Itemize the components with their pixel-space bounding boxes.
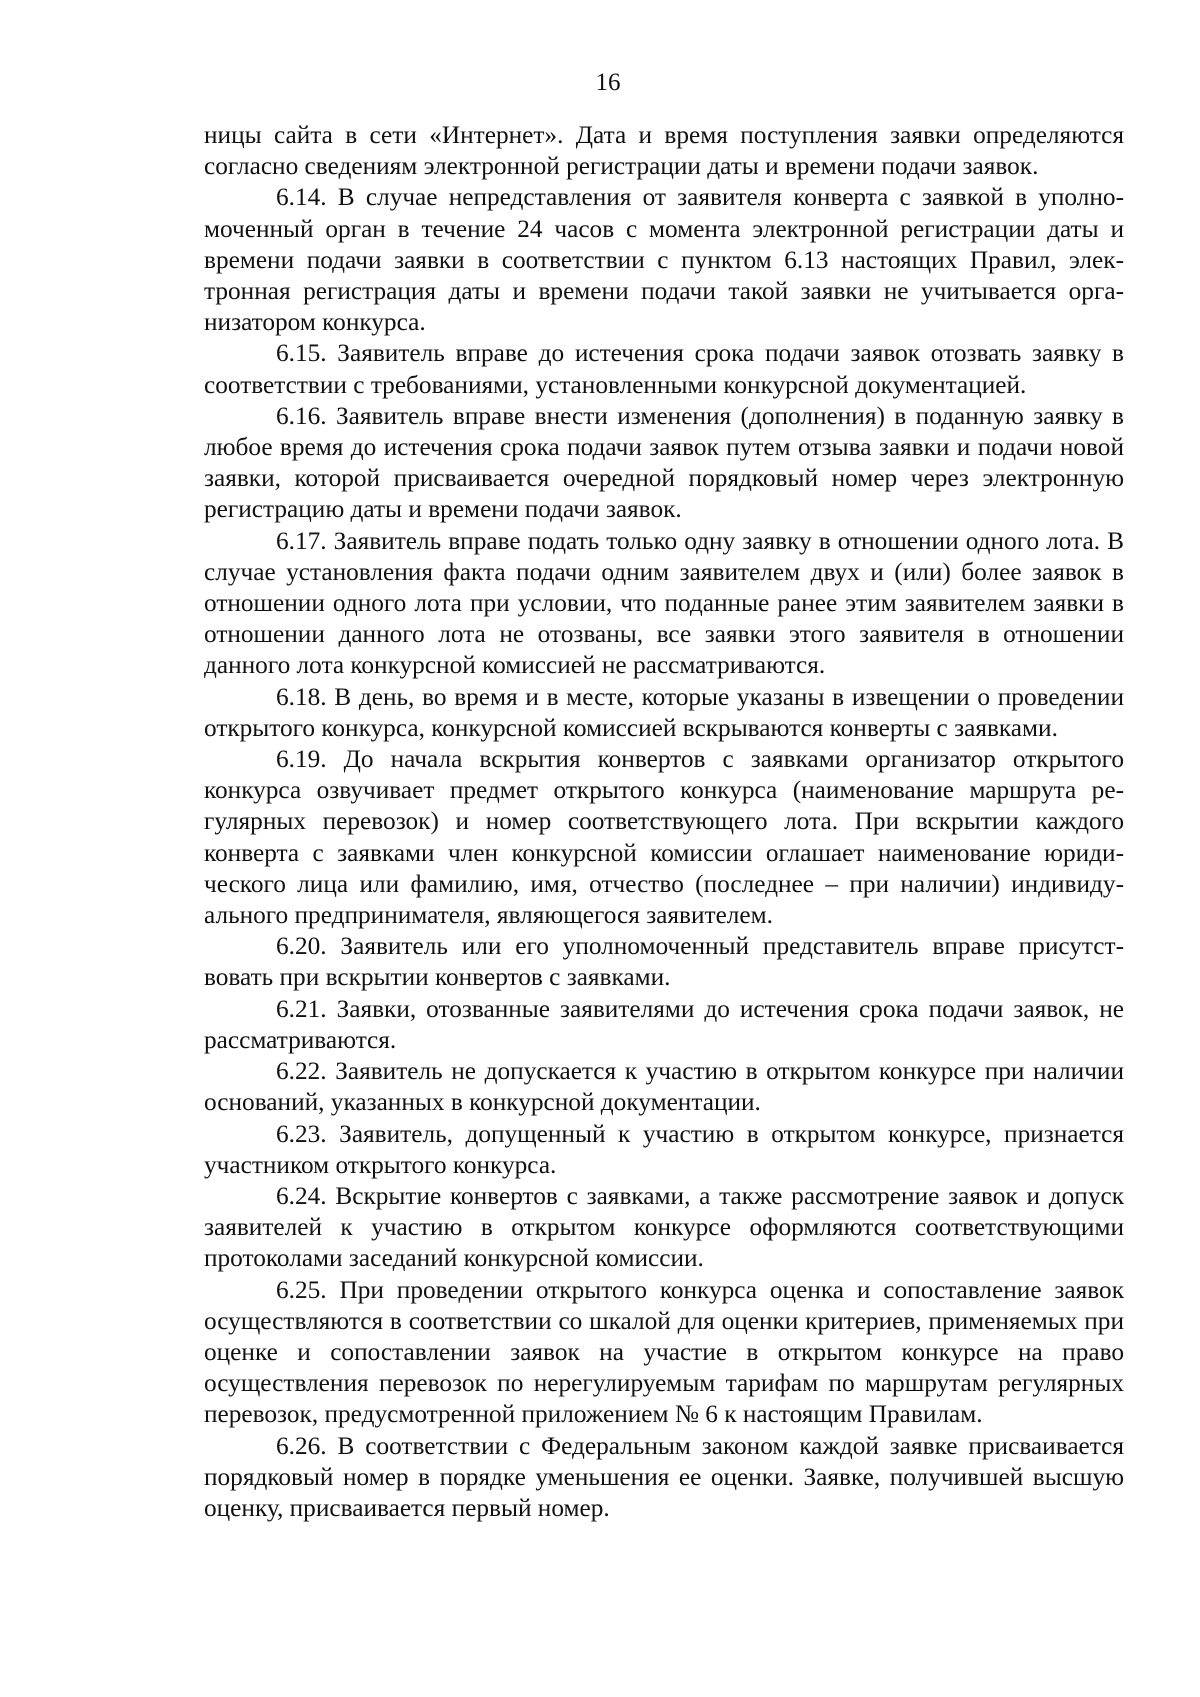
paragraph-6-14: 6.14. В случае непредставления от заявителя конверта с заявкой в уполномоченный орган в течение 24 часов с момента электронной регистрации даты и времени подачи заявки в соответствии с пунктом 6.13 настоящих Правил, электронная регистрация даты и времени подачи такой заявки не учитывается организатором конкурса. (204, 183, 1124, 337)
paragraph-6-26: 6.26. В соответствии с Федеральным законом каждой заявке присваивается порядковый номер в порядке уменьшения ее оценки. Заявке, получившей высшую оценку, присваивается первый номер. (204, 1431, 1124, 1522)
paragraph-6-18: 6.18. В день, во время и в месте, которые указаны в извещении о проведении открытого конкурса, конкурсной комиссией вскрываются конверты с заявками. (204, 682, 1124, 742)
paragraph-6-24: 6.24. Вскрытие конвертов с заявками, а также рассмотрение заявок и допуск заявителей к участию в открытом конкурсе оформляются соответствующими протоколами заседаний конкурсной комиссии. (204, 1181, 1124, 1273)
paragraph-continuation: ницы сайта в сети «Интернет». Дата и время поступления заявки определяются согласно сведениям электронной регистрации даты и времени подачи заявок. (204, 121, 1124, 181)
page-number: 16 (595, 69, 621, 96)
paragraph-6-25: 6.25. При проведении открытого конкурса оценка и сопоставление заявок осуществляются в соответствии со шкалой для оценки критериев, применяемых при оценке и сопоставлении заявок на участие в открытом конкурсе на право осуществления перевозок по нерегулируемым тарифам по маршрутам регулярных перевозок, предусмотренной приложением № 6 к настоящим Правилам. (204, 1275, 1124, 1429)
paragraph-6-16: 6.16. Заявитель вправе внести изменения (дополнения) в поданную заявку в любое время до истечения срока подачи заявок путем отзыва заявки и подачи новой заявки, которой присваивается очередной порядковый номер через электронную регистрацию даты и времени подачи заявок. (204, 401, 1124, 524)
paragraph-6-15: 6.15. Заявитель вправе до истечения срока подачи заявок отозвать заявку в соответствии с требованиями, установленными конкурсной документацией. (204, 339, 1124, 399)
paragraph-6-21: 6.21. Заявки, отозванные заявителями до истечения срока подачи заявок, не рассматриваются. (204, 994, 1124, 1054)
paragraph-6-22: 6.22. Заявитель не допускается к участию в открытом конкурсе при наличии оснований, указанных в конкурсной документации. (204, 1057, 1124, 1117)
paragraph-6-17: 6.17. Заявитель вправе подать только одну заявку в отношении одного лота. В случае установления факта подачи одним заявителем двух и (или) более заявок в отношении одного лота при условии, что поданные ранее этим заявителем заявки в отношении данного лота не отозваны, все заявки этого заявителя в отношении данного лота конкурсной комиссией не рассматриваются. (204, 526, 1124, 680)
document-body (204, 120, 1124, 1524)
paragraph-6-20: 6.20. Заявитель или его уполномоченный представитель вправе присутствовать при вскрытии конвертов с заявками. (204, 932, 1124, 992)
paragraph-6-23: 6.23. Заявитель, допущенный к участию в открытом конкурсе, признается участником открытого конкурса. (204, 1119, 1124, 1179)
paragraph-6-19: 6.19. До начала вскрытия конвертов с заявками организатор открытого конкурса озвучивает предмет открытого конкурса (наименование маршрута регулярных перевозок) и номер соответствующего лота. При вскрытии каждого конверта с заявками член конкурсной комиссии оглашает наименование юридического лица или фамилию, имя, отчество (последнее – при наличии) индивидуального предпринимателя, являющегося заявителем. (204, 745, 1124, 930)
